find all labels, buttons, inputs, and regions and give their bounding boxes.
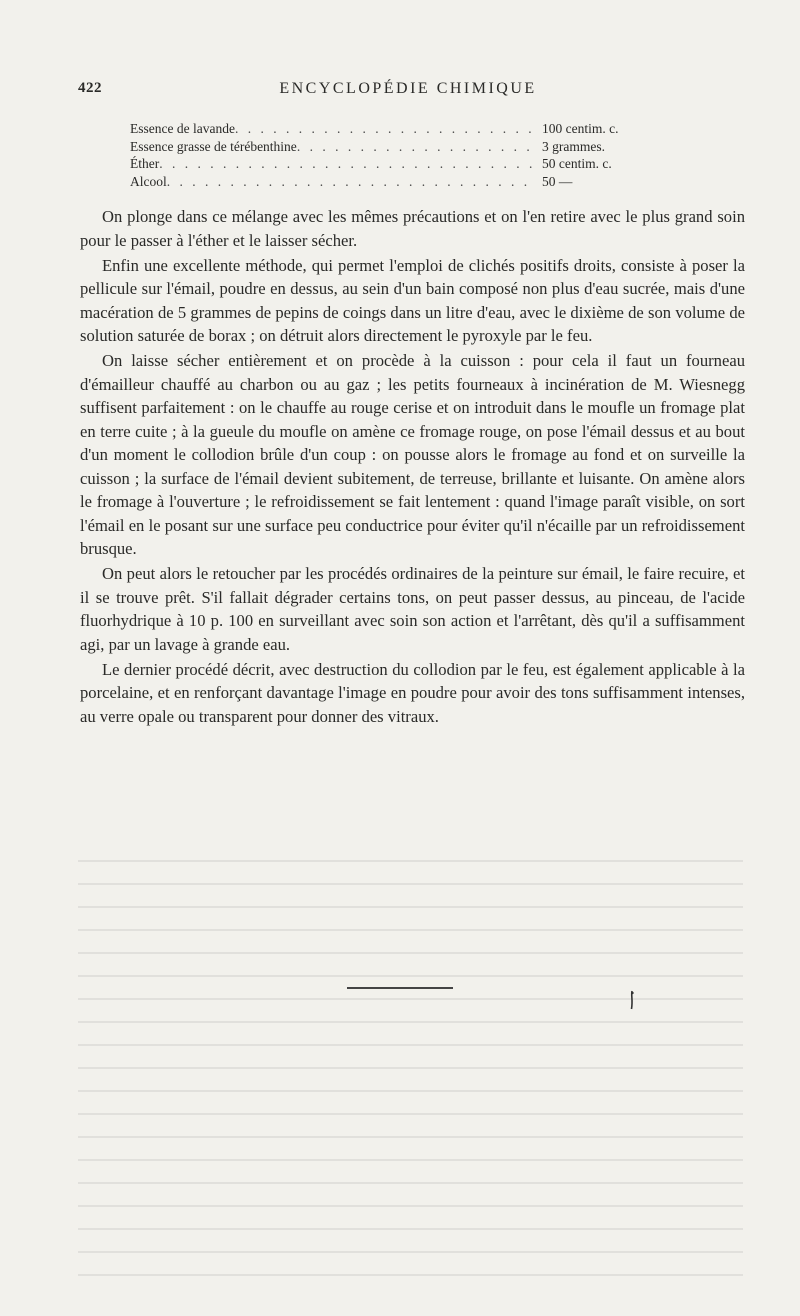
ingredient-amount: 50 — xyxy=(542,173,573,189)
ingredient-amount: 50 centim. c. xyxy=(542,156,612,172)
section-rule xyxy=(347,987,453,989)
paragraph: On laisse sécher entièrement et on procède à la cuisson : pour cela il faut un fourneau d'émailleur chauffé au charbon ou au gaz ; les petits fourneaux à incinération de M. Wiesnegg suffisent parfaitement : on le chauffe au rouge cerise et on introduit dans le moufle un fromage plat en terre cuite ; à la gueule du moufle on amène ce fromage rouge, on pose l'émail dessus et au bout d'un moment le collodion brûle d'un coup : on pousse alors le fromage au fond et on surveille la cuisson ; la surface de l'émail devient subitement, de terreuse, brillante et luisante. On amène alors le fromage à l'ouverture ; le refroidissement se fait lentement : quand l'image paraît visible, on sort l'émail en le posant sur une surface peu conductrice pour éviter qu'il n'écaille par un refroidissement brusque. xyxy=(80,351,745,558)
recipe-table xyxy=(130,120,660,190)
ink-mark-icon xyxy=(628,990,636,1010)
paragraph: Enfin une excellente méthode, qui permet l'emploi de clichés positifs droits, consiste à poser la pellicule sur l'émail, poudre en dessus, au sein d'un bain composé non plus d'eau sucrée, mais d'une macération de 5 grammes de pepins de coings dans un litre d'eau, avec le dixième de son volume de solution saturée de borax ; on détruit alors directement le pyroxyle par le feu. xyxy=(80,255,745,345)
paragraph: On plonge dans ce mélange avec les mêmes précautions et on l'en retire avec le plus grand soin pour le passer à l'éther et le laisser sécher. xyxy=(80,207,745,250)
ingredient-amount: 3 grammes. xyxy=(542,138,605,154)
paragraph: On peut alors le retoucher par les procédés ordinaires de la peinture sur émail, le faire recuire, et il se trouve prêt. S'il fallait dégrader certains tons, on peut passer dessus, au pinceau, de l'acide fluorhydrique à 10 p. 100 en surveillant avec soin son action et l'arrêtant, dès qu'il a suffisamment agi, par un lavage à grande eau. xyxy=(80,564,745,654)
page-number: 422 xyxy=(78,80,102,96)
ingredient-amount: 100 centim. c. xyxy=(542,121,619,136)
recipe-row xyxy=(130,138,660,156)
leader-dots xyxy=(235,120,534,138)
running-head xyxy=(78,80,738,104)
page-title: ENCYCLOPÉDIE CHIMIQUE xyxy=(279,80,537,97)
recipe-row xyxy=(130,120,660,138)
bleed-through-texture xyxy=(78,860,743,1280)
recipe-row xyxy=(130,155,660,173)
leader-dots xyxy=(159,155,534,173)
ingredient-name: Essence grasse de térébenthine xyxy=(130,138,297,154)
recipe-row xyxy=(130,173,660,191)
leader-dots xyxy=(297,138,534,156)
paragraph: Le dernier procédé décrit, avec destruction du collodion par le feu, est également applicable à la porcelaine, et en renforçant davantage l'image en poudre pour avoir des tons suffisamment intenses, au verre opale ou transparent pour donner des vitraux. xyxy=(80,659,745,726)
ingredient-name: Alcool xyxy=(130,173,167,189)
ingredient-name: Essence de lavande xyxy=(130,121,235,136)
body-text xyxy=(80,205,745,730)
ingredient-name: Éther xyxy=(130,156,160,172)
leader-dots xyxy=(167,173,534,191)
